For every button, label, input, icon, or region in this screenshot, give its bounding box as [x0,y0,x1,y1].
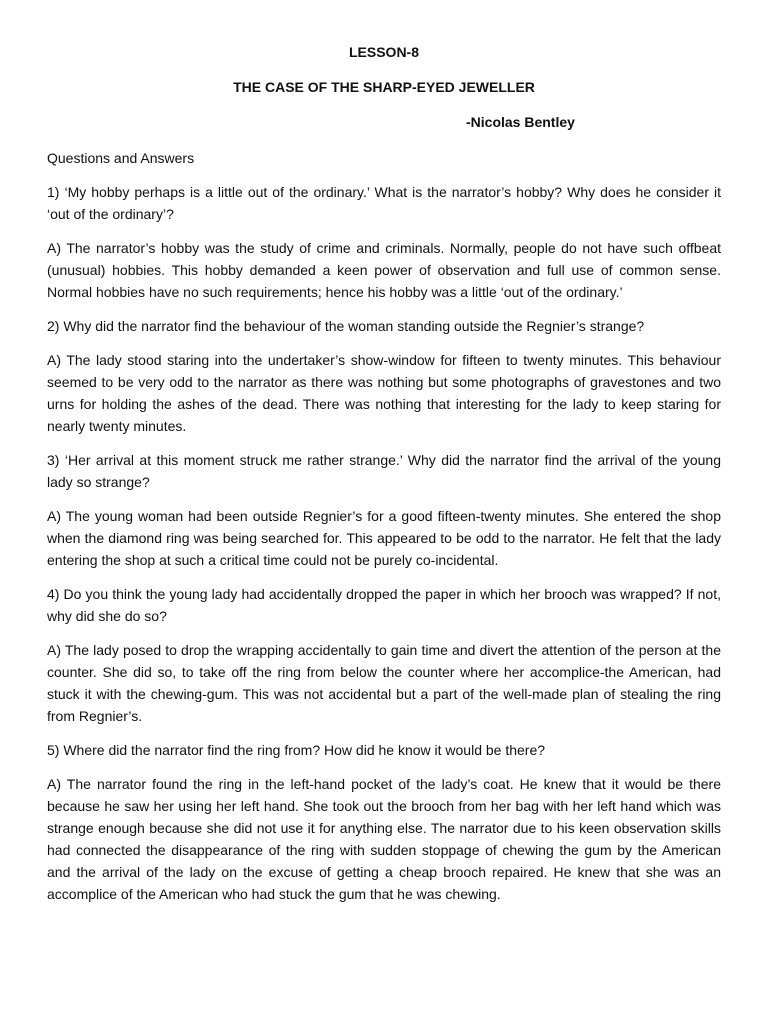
lesson-number: LESSON-8 [348,44,419,60]
question-3: 3) ‘Her arrival at this moment struck me rather strange.’ Why did the narrator find the arrival of the young lady so strange? [47,452,721,490]
answer-4: A) The lady posed to drop the wrapping accidentally to gain time and divert the attention of the person at the counter. She did so, to take off the ring from below the counter where her accomplice-the American, had stuck it with the chewing-gum. This was not accidental but a part of the well-made plan of stealing the ring from Regnier’s. [47,642,721,724]
section-heading: Questions and Answers [47,150,195,166]
answer-2: A) The lady stood staring into the undertaker’s show-window for fifteen to twenty minutes. This behaviour seemed to be very odd to the narrator as there was nothing but some photographs of gravestones and two urns for holding the ashes of the dead. There was nothing that interesting for the lady to keep staring for nearly twenty minutes. [47,352,721,434]
answer-3: A) The young woman had been outside Regnier’s for a good fifteen-twenty minutes. She entered the shop when the diamond ring was being searched for. This appeared to be odd to the narrator. He felt that the lady entering the shop at such a critical time could not be purely co-incidental. [47,508,721,568]
question-1: 1) ‘My hobby perhaps is a little out of the ordinary.’ What is the narrator’s hobby? Why does he consider it ‘out of the ordinary’? [47,184,721,222]
question-2: 2) Why did the narrator find the behaviour of the woman standing outside the Regnier’s strange? [47,318,645,334]
question-4: 4) Do you think the young lady had accidentally dropped the paper in which her brooch was wrapped? If not, why did she do so? [47,586,721,624]
document-title: THE CASE OF THE SHARP-EYED JEWELLER [233,79,535,95]
question-5: 5) Where did the narrator find the ring from? How did he know it would be there? [47,742,546,758]
answer-5: A) The narrator found the ring in the left-hand pocket of the lady’s coat. He knew that it would be there because he saw her using her left hand. She took out the brooch from her bag with her left hand which was strange enough because she did not use it for anything else. The narrator due to his keen observation skills had connected the disappearance of the ring with sudden stoppage of chewing the gum by the American and the arrival of the lady on the excuse of getting a cheap brooch repaired. He knew that she was an accomplice of the American who had stuck the gum that he was chewing. [47,776,721,902]
author-name: -Nicolas Bentley [466,114,575,130]
document-body [47,147,721,917]
answer-1: A) The narrator’s hobby was the study of crime and criminals. Normally, people do not have such offbeat (unusual) hobbies. This hobby demanded a keen power of observation and full use of common sense. Normal hobbies have no such requirements; hence his hobby was a little ‘out of the ordinary.’ [47,240,721,300]
